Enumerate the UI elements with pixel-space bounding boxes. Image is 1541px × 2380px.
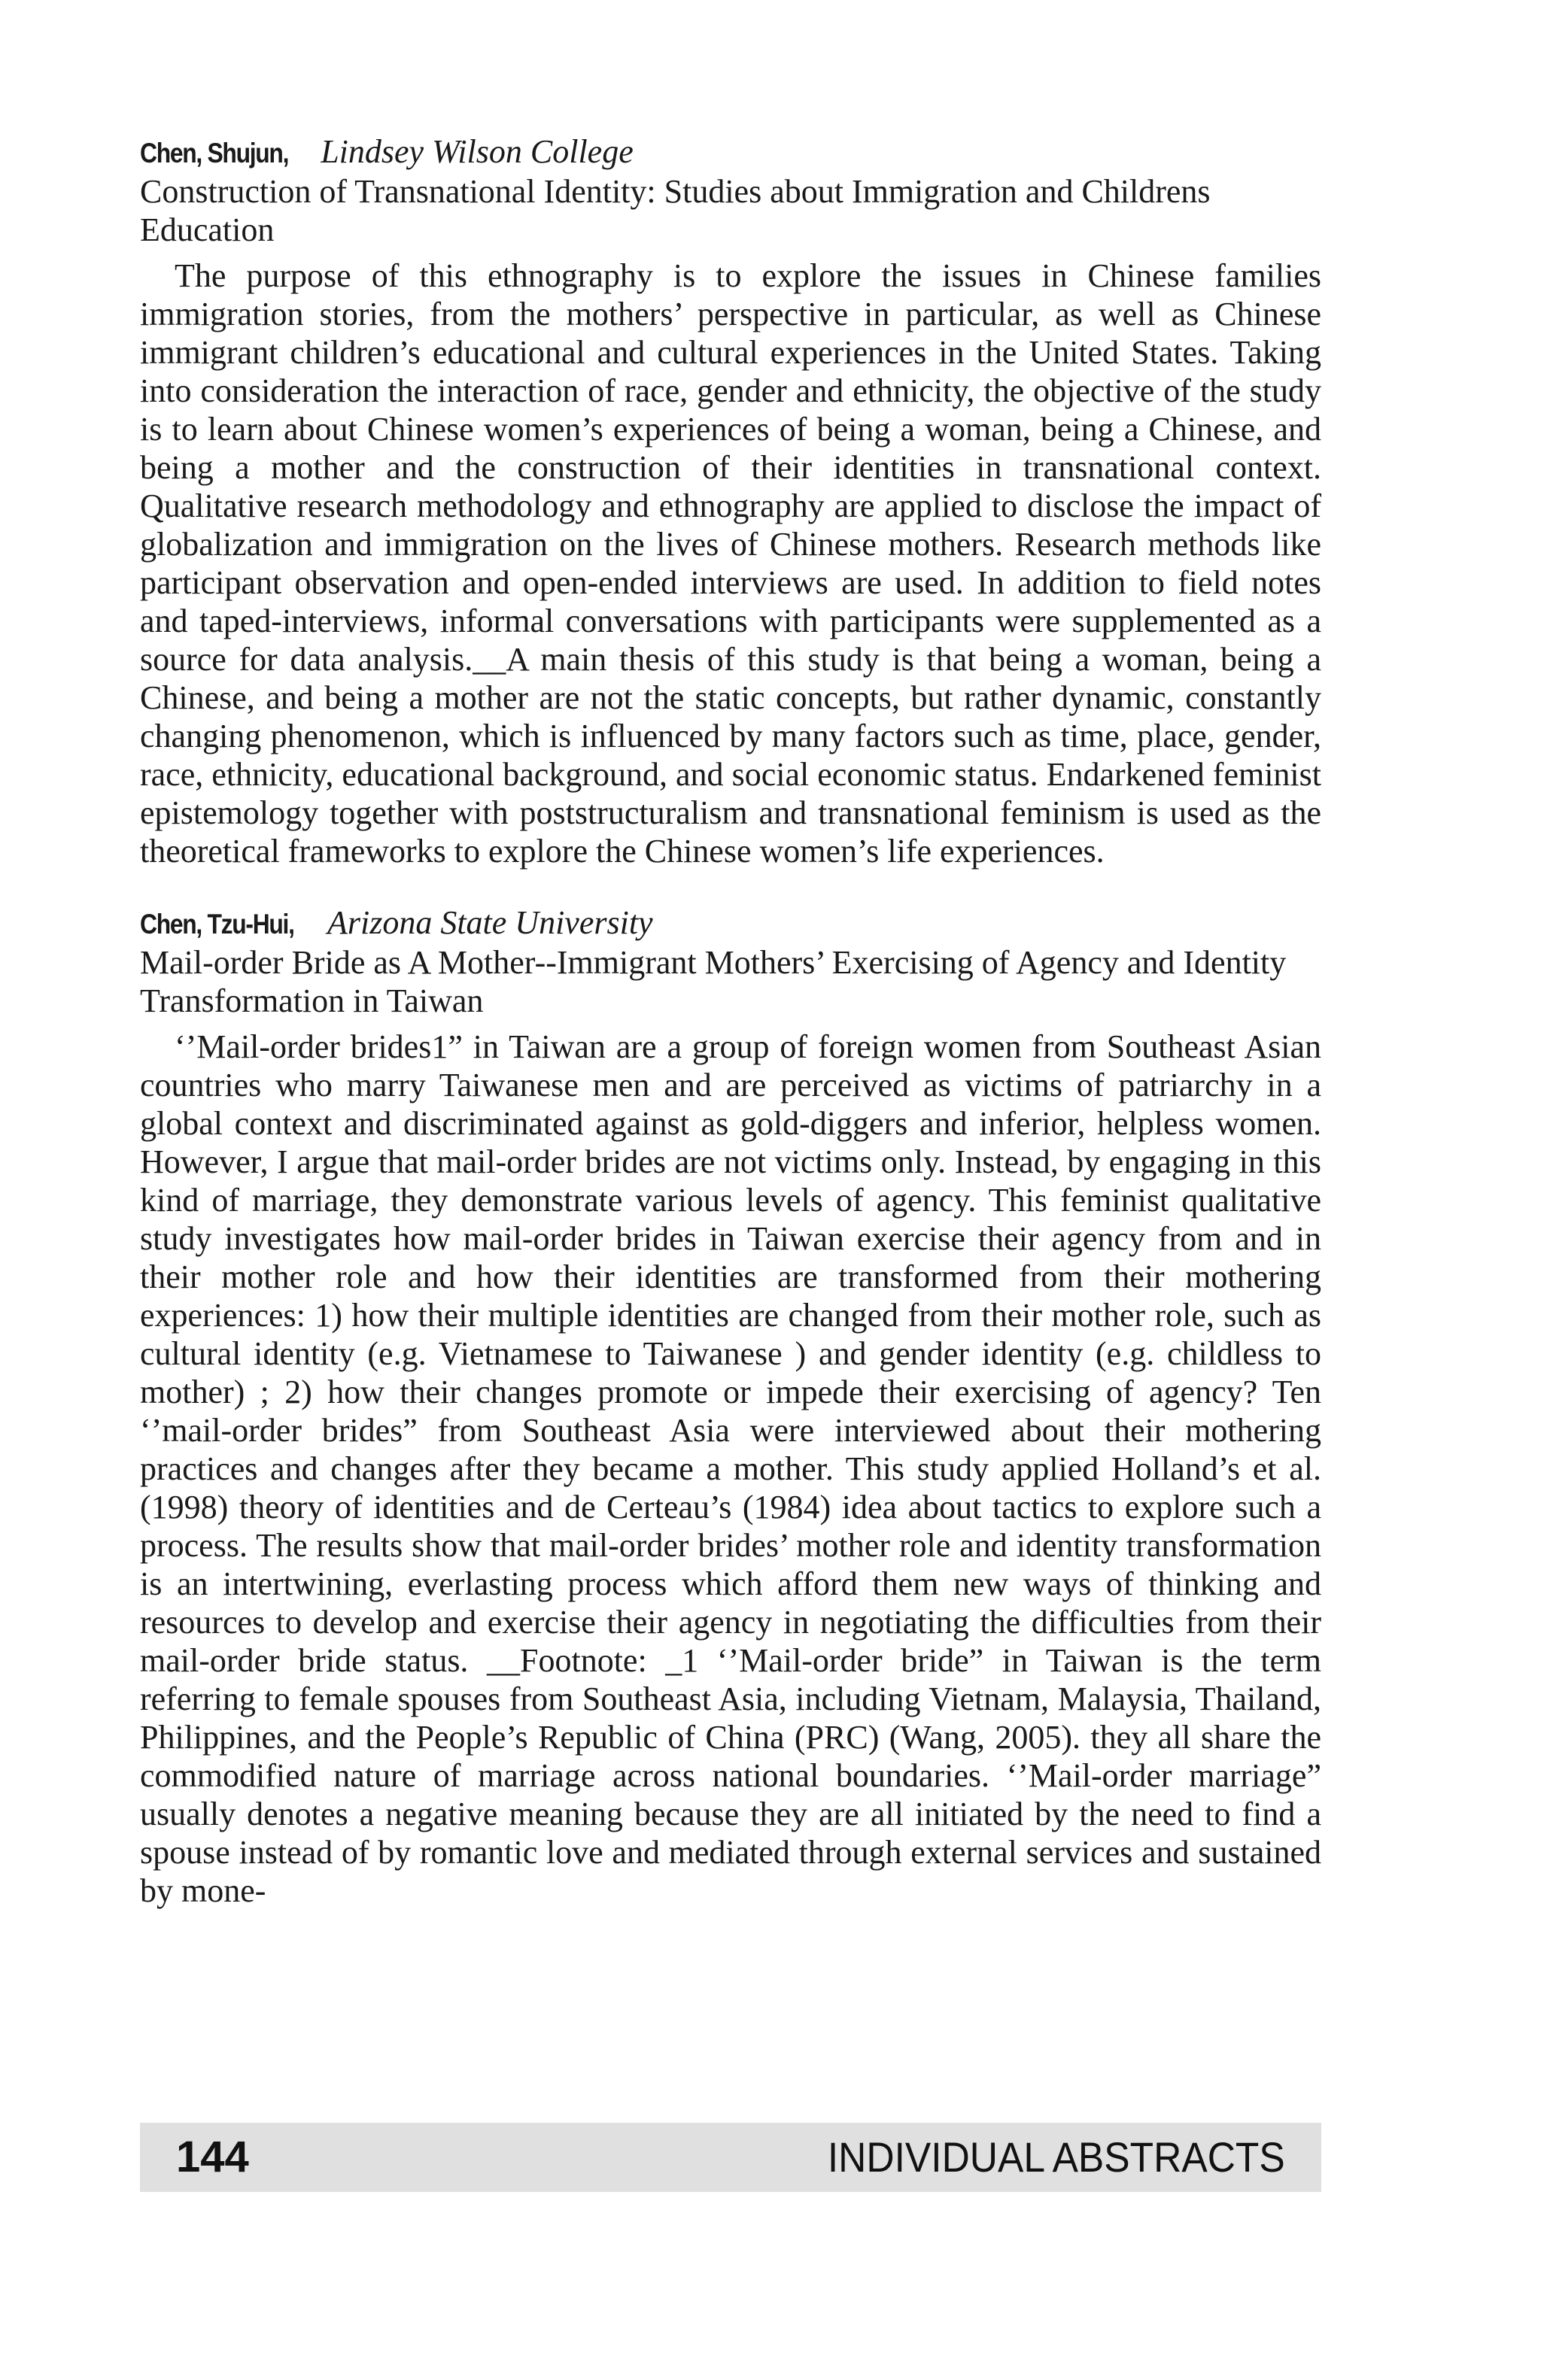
abstract-body: The purpose of this ethnography is to explore the issues in Chinese families immigration stories, from the mothers’ perspective in particular, as well as Chinese immigrant children’s educational and cultural experiences in the United States. Taking into consideration the interaction of race, gender and ethnicity, the objective of the study is to learn about Chinese women’s experiences of being a woman, being a Chinese, and being a mother and the construction of their identities in transnational context. Qualitative research methodology and ethnography are applied to disclose the impact of globalization and immigration on the lives of Chinese mothers. Research methods like participant observation and open-ended interviews are used. In addition to field notes and taped-interviews, informal conversations with participants were supplemented as a source for data analysis.__A main thesis of this study is that being a woman, being a Chinese, and being a mother are not the static concepts, but rather dynamic, constantly changing phenomenon, which is influenced by many factors such as time, place, gender, race, ethnicity, educational background, and social economic status. Endarkened feminist epistemology together with poststructuralism and transnational feminism is used as the theoretical frameworks to explore the Chinese women’s life experiences. xyxy=(140,257,1321,870)
page-number: 144 xyxy=(176,2133,249,2181)
abstract-entry-chen-tzu-hui xyxy=(140,903,1321,1910)
abstract-entry-chen-shujun xyxy=(140,132,1321,870)
author-affiliation: Lindsey Wilson College xyxy=(321,133,634,170)
section-label: INDIVIDUAL ABSTRACTS xyxy=(828,2133,1285,2181)
author-affiliation: Arizona State University xyxy=(327,904,653,941)
author-name: Chen, Tzu-Hui, xyxy=(140,909,294,940)
page-footer-bar xyxy=(140,2123,1321,2192)
abstract-body: ‘’Mail-order brides1” in Taiwan are a group of foreign women from Southeast Asian countries who marry Taiwanese men and are perceived as victims of patriarchy in a global context and discriminated against as gold-diggers and inferior, helpless women. However, I argue that mail-order brides are not victims only. Instead, by engaging in this kind of marriage, they demonstrate various levels of agency. This feminist qualitative study investigates how mail-order brides in Taiwan exercise their agency from and in their mother role and how their identities are transformed from their mothering experiences: 1) how their multiple identities are changed from their mother role, such as cultural identity (e.g. Vietnamese to Taiwanese ) and gender identity (e.g. childless to mother) ; 2) how their changes promote or impede their exercising of agency? Ten ‘’mail-order brides” from Southeast Asia were interviewed about their mothering practices and changes after they became a mother. This study applied Holland’s et al. (1998) theory of identities and de Certeau’s (1984) idea about tactics to explore such a process. The results show that mail-order brides’ mother role and identity transformation is an intertwining, everlasting process which afford them new ways of thinking and resources to develop and exercise their agency in negotiating the difficulties from their mail-order bride status. __Footnote: _1 ‘’Mail-order bride” in Taiwan is the term referring to female spouses from Southeast Asia, including Vietnam, Malaysia, Thailand, Philippines, and the People’s Republic of China (PRC) (Wang, 2005). they all share the commodified nature of marriage across national boundaries. ‘’Mail-order marriage” usually denotes a negative meaning because they are all initiated by the need to find a spouse instead of by romantic love and mediated through external services and sustained by mone- xyxy=(140,1028,1321,1909)
abstract-title: Mail-order Bride as A Mother--Immigrant Mothers’ Exercising of Agency and Identity Transformation in Taiwan xyxy=(140,944,1287,1019)
abstract-title: Construction of Transnational Identity: Studies about Immigration and Childrens Education xyxy=(140,173,1211,248)
entry-heading xyxy=(140,903,1321,943)
author-name: Chen, Shujun, xyxy=(140,138,289,168)
entry-heading xyxy=(140,132,1321,172)
abstracts-page xyxy=(140,132,1321,1910)
